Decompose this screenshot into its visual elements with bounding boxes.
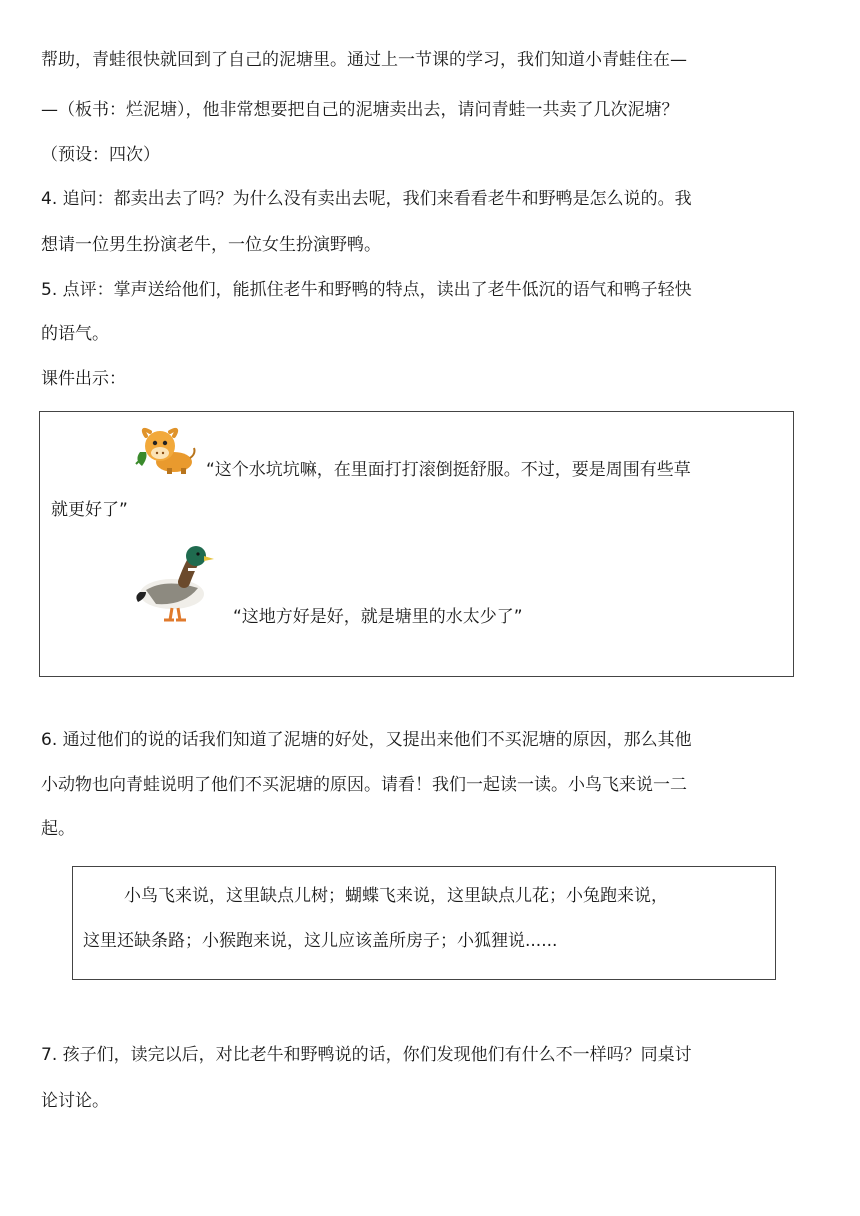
paragraph-line: 7. 孩子们，读完以后，对比老牛和野鸭说的话，你们发现他们有什么不一样吗？同桌讨	[41, 1045, 692, 1065]
paragraph-line: 论讨论。	[41, 1091, 109, 1111]
reading-box	[72, 866, 776, 980]
reading-line1: 小鸟飞来说，这里缺点儿树；蝴蝶飞来说，这里缺点儿花；小兔跑来说，	[124, 886, 668, 906]
paragraph-line: 起。	[41, 819, 75, 839]
paragraph-line: 的语气。	[41, 324, 109, 344]
ox-cartoon-icon	[134, 424, 196, 476]
paragraph-line: 6. 通过他们的说的话我们知道了泥塘的好处，又提出来他们不买泥塘的原因，那么其他	[41, 730, 692, 750]
duck-picture-icon	[132, 544, 216, 624]
paragraph-line: 5. 点评：掌声送给他们，能抓住老牛和野鸭的特点，读出了老牛低沉的语气和鸭子轻快	[41, 280, 692, 300]
paragraph-line: 想请一位男生扮演老牛，一位女生扮演野鸭。	[41, 235, 381, 255]
paragraph-line: （预设：四次）	[41, 145, 160, 165]
duck-quote: “这地方好是好，就是塘里的水太少了”	[233, 607, 523, 627]
paragraph-line: 小动物也向青蛙说明了他们不买泥塘的原因。请看！我们一起读一读。小鸟飞来说一二	[41, 775, 687, 795]
courseware-label: 课件出示：	[41, 369, 126, 389]
ox-quote-line1: “这个水坑坑嘛，在里面打打滚倒挺舒服。不过，要是周围有些草	[206, 460, 691, 480]
paragraph-line: —（板书：烂泥塘），他非常想要把自己的泥塘卖出去，请问青蛙一共卖了几次泥塘？	[41, 100, 679, 120]
ox-quote-line2: 就更好了”	[51, 500, 128, 520]
reading-line2: 这里还缺条路；小猴跑来说，这儿应该盖所房子；小狐狸说......	[83, 931, 558, 951]
paragraph-line: 帮助，青蛙很快就回到了自己的泥塘里。通过上一节课的学习，我们知道小青蛙住在—	[41, 50, 687, 70]
paragraph-line: 4. 追问：都卖出去了吗？为什么没有卖出去呢，我们来看看老牛和野鸭是怎么说的。我	[41, 189, 692, 209]
courseware-box	[39, 411, 794, 677]
